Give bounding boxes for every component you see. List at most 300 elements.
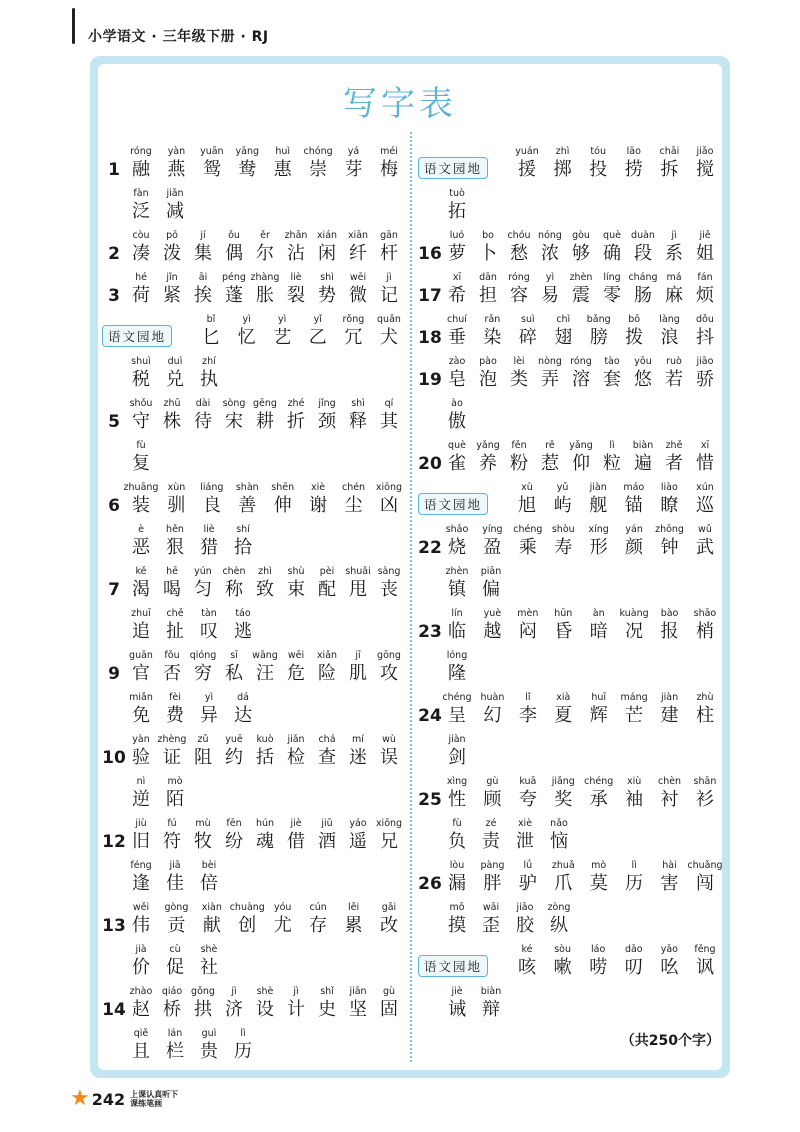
hanzi: 释 <box>349 411 367 432</box>
char-cell <box>281 734 311 770</box>
char-cell <box>442 608 472 644</box>
char-cell <box>194 944 224 980</box>
hanzi: 盈 <box>483 537 502 558</box>
hanzi: 史 <box>318 999 336 1020</box>
char-cell <box>659 356 689 392</box>
lesson-number: 22 <box>418 538 442 558</box>
pinyin: yún <box>194 566 212 577</box>
hanzi: 记 <box>380 285 398 306</box>
hanzi: 括 <box>256 747 274 768</box>
hanzi: 芒 <box>625 705 644 726</box>
char-cell <box>126 944 156 980</box>
hanzi: 驯 <box>167 495 186 516</box>
char-cell <box>628 272 658 308</box>
char-cell <box>157 818 187 854</box>
hanzi: 拆 <box>660 159 679 180</box>
hanzi: 胀 <box>256 285 274 306</box>
pinyin: zhì <box>555 146 570 157</box>
pinyin: chāi <box>659 146 680 157</box>
hanzi: 融 <box>132 159 150 180</box>
char-cell <box>690 524 720 560</box>
pinyin: lǐ <box>525 692 531 703</box>
lesson-number <box>102 978 126 980</box>
char-cell <box>442 230 472 266</box>
char-cell <box>442 902 472 938</box>
pinyin: shǒu <box>129 398 153 409</box>
pinyin: féng <box>130 860 152 871</box>
char-cell <box>619 524 649 560</box>
char-cell <box>161 146 191 182</box>
hanzi: 偏 <box>482 579 500 600</box>
char-list <box>442 986 720 1022</box>
hanzi: 叨 <box>624 957 643 978</box>
char-cell <box>281 650 311 686</box>
pinyin: ǒu <box>228 230 240 241</box>
pinyin: mù <box>195 818 211 829</box>
char-cell <box>194 1028 224 1064</box>
pinyin: dài <box>195 398 211 409</box>
pinyin: mò <box>591 860 607 871</box>
hanzi: 柱 <box>695 705 714 726</box>
hanzi: 吆 <box>660 957 679 978</box>
hanzi: 养 <box>479 453 497 474</box>
hanzi: 辩 <box>482 999 500 1020</box>
pinyin: gǒng <box>191 986 215 997</box>
pinyin: róng <box>570 356 592 367</box>
char-cell <box>160 1028 190 1064</box>
hanzi: 创 <box>238 915 257 936</box>
char-list <box>442 818 720 854</box>
pinyin: huì <box>275 146 291 157</box>
pinyin: què <box>448 440 466 451</box>
hanzi: 瞭 <box>660 495 679 516</box>
char-cell <box>504 356 534 392</box>
pinyin: mō <box>449 902 465 913</box>
lesson-number <box>418 852 442 854</box>
char-cell <box>160 860 190 896</box>
hanzi: 傲 <box>448 411 466 432</box>
char-cell <box>584 524 614 560</box>
pinyin: quǎn <box>377 314 401 325</box>
pinyin: lòu <box>449 860 465 871</box>
pinyin: bō <box>628 314 641 325</box>
pinyin: chóu <box>507 230 531 241</box>
pinyin: hài <box>662 860 677 871</box>
char-cell <box>229 902 265 938</box>
hanzi: 震 <box>572 285 590 306</box>
char-list <box>126 692 404 728</box>
char-cell <box>374 818 404 854</box>
pinyin: zhū <box>163 398 181 409</box>
pinyin: qióng <box>189 650 217 661</box>
pinyin: yíng <box>482 524 503 535</box>
pinyin: yuán <box>515 146 539 157</box>
pinyin: zhàng <box>250 272 280 283</box>
hanzi: 粒 <box>603 453 621 474</box>
hanzi: 误 <box>380 747 398 768</box>
hanzi: 李 <box>518 705 537 726</box>
pinyin: róng <box>508 272 530 283</box>
char-cell <box>476 902 506 938</box>
table-row <box>418 476 720 518</box>
hanzi: 迷 <box>349 747 367 768</box>
pinyin: fèi <box>169 692 181 703</box>
hanzi: 肌 <box>349 663 367 684</box>
pinyin: rǒng <box>342 314 365 325</box>
hanzi: 守 <box>132 411 150 432</box>
table-row <box>418 728 720 770</box>
hanzi: 责 <box>482 831 500 852</box>
pinyin: jiě <box>699 230 711 241</box>
hanzi: 税 <box>132 369 150 390</box>
hanzi: 摸 <box>448 915 466 936</box>
pinyin: jì <box>671 230 677 241</box>
lesson-number: 26 <box>418 874 442 894</box>
char-cell <box>312 566 342 602</box>
char-cell <box>619 860 649 896</box>
pinyin: fēn <box>226 818 242 829</box>
hanzi: 芽 <box>344 159 363 180</box>
pinyin: kě <box>135 566 147 577</box>
pinyin: shì <box>351 398 365 409</box>
pinyin: yì <box>545 272 555 283</box>
char-cell <box>157 398 187 434</box>
pinyin: zòng <box>547 902 571 913</box>
char-cell <box>126 986 156 1022</box>
char-cell <box>690 440 720 476</box>
lesson-number <box>418 768 442 770</box>
pinyin: lín <box>451 608 463 619</box>
pinyin: guì <box>201 1028 217 1039</box>
pinyin: piān <box>480 566 502 577</box>
hanzi: 浓 <box>541 243 559 264</box>
pinyin: ěr <box>260 230 270 241</box>
hanzi: 宋 <box>225 411 243 432</box>
pinyin: yá <box>347 146 360 157</box>
hanzi: 莫 <box>589 873 608 894</box>
pinyin: gù <box>382 986 396 997</box>
char-cell <box>312 272 342 308</box>
pinyin: shàn <box>235 482 259 493</box>
hanzi: 呈 <box>448 705 466 726</box>
hanzi: 喝 <box>163 579 181 600</box>
hanzi: 钟 <box>660 537 679 558</box>
hanzi: 梢 <box>695 621 714 642</box>
pinyin: yǔ <box>556 482 569 493</box>
char-cell <box>126 776 156 812</box>
hanzi: 偶 <box>225 243 243 264</box>
char-cell <box>566 356 596 392</box>
char-cell <box>219 566 249 602</box>
pinyin: còu <box>132 230 150 241</box>
lesson-number <box>102 474 126 476</box>
char-cell <box>281 566 311 602</box>
hanzi: 束 <box>287 579 305 600</box>
char-cell <box>250 650 280 686</box>
table-row <box>102 938 404 980</box>
pinyin: wēi <box>287 650 305 661</box>
hanzi: 官 <box>132 663 150 684</box>
char-cell <box>312 650 342 686</box>
char-cell <box>343 734 373 770</box>
hanzi: 烦 <box>696 285 714 306</box>
char-list <box>442 692 720 728</box>
char-cell <box>619 482 649 518</box>
char-cell <box>343 566 373 602</box>
pinyin: jiǎng <box>551 776 575 787</box>
table-row <box>418 560 720 602</box>
hanzi: 尔 <box>256 243 274 264</box>
hanzi: 复 <box>132 453 150 474</box>
hanzi: 胶 <box>516 915 534 936</box>
hanzi: 负 <box>448 831 466 852</box>
right-column <box>418 140 723 1022</box>
char-cell <box>476 818 506 854</box>
char-cell <box>548 314 578 350</box>
char-cell <box>339 902 369 938</box>
char-cell <box>597 440 627 476</box>
pinyin: fěn <box>511 440 527 451</box>
lesson-number: 13 <box>102 916 126 936</box>
lesson-number: 16 <box>418 244 442 264</box>
pinyin: xìng <box>446 776 468 787</box>
pinyin: jiè <box>290 818 302 829</box>
table-row <box>102 518 404 560</box>
hanzi: 蓬 <box>225 285 243 306</box>
char-cell <box>250 734 280 770</box>
pinyin: duì <box>167 356 183 367</box>
hanzi: 系 <box>665 243 683 264</box>
char-cell <box>655 608 685 644</box>
hanzi: 承 <box>589 789 608 810</box>
hanzi: 溶 <box>572 369 590 390</box>
table-row <box>418 812 720 854</box>
pinyin: dá <box>237 692 249 703</box>
pinyin: yǐ <box>313 314 322 325</box>
section-tag <box>102 325 196 350</box>
table-row <box>102 182 404 224</box>
char-cell <box>303 314 333 350</box>
char-list <box>126 650 404 686</box>
pinyin: shì <box>320 272 334 283</box>
hanzi: 紧 <box>163 285 181 306</box>
pinyin: zhèn <box>445 566 469 577</box>
char-cell <box>654 944 684 980</box>
pinyin: xùn <box>167 482 186 493</box>
lesson-number: 14 <box>102 1000 126 1020</box>
pinyin: kuò <box>256 734 274 745</box>
hanzi: 设 <box>256 999 274 1020</box>
hanzi: 称 <box>225 579 243 600</box>
pinyin: jiāo <box>696 356 714 367</box>
char-cell <box>619 146 649 182</box>
hanzi: 况 <box>625 621 644 642</box>
pinyin: rě <box>545 440 555 451</box>
char-cell <box>160 608 190 644</box>
table-row <box>418 854 723 896</box>
pinyin: jì <box>231 986 237 997</box>
table-row <box>418 980 720 1022</box>
table-row <box>102 392 404 434</box>
hanzi: 贵 <box>200 1041 218 1062</box>
hanzi: 追 <box>132 621 150 642</box>
char-cell <box>196 314 226 350</box>
hanzi: 纵 <box>550 915 568 936</box>
char-cell <box>194 356 224 392</box>
char-cell <box>583 146 613 182</box>
hanzi: 卜 <box>479 243 497 264</box>
hanzi: 形 <box>589 537 608 558</box>
hanzi: 易 <box>541 285 559 306</box>
pinyin: xún <box>696 482 714 493</box>
hanzi: 倍 <box>200 873 218 894</box>
char-cell <box>232 314 262 350</box>
section-tag-label: 语文园地 <box>418 157 488 179</box>
hanzi: 捞 <box>624 159 643 180</box>
lesson-number <box>102 810 126 812</box>
hanzi: 诫 <box>448 999 466 1020</box>
pinyin: máng <box>620 692 648 703</box>
pinyin: zhù <box>696 692 714 703</box>
hanzi: 闲 <box>318 243 336 264</box>
char-list <box>512 944 720 980</box>
hanzi: 燕 <box>167 159 186 180</box>
pinyin: chì <box>556 314 571 325</box>
char-cell <box>374 398 404 434</box>
char-cell <box>161 482 191 518</box>
char-cell <box>250 818 280 854</box>
hanzi: 衬 <box>660 789 679 810</box>
char-cell <box>157 650 187 686</box>
pinyin: dāo <box>624 944 643 955</box>
char-cell <box>659 230 689 266</box>
char-cell <box>219 818 249 854</box>
char-cell <box>583 482 613 518</box>
hanzi: 挨 <box>194 285 212 306</box>
char-cell <box>343 398 373 434</box>
char-list <box>442 314 720 350</box>
char-cell <box>374 566 404 602</box>
hanzi: 旭 <box>518 495 536 516</box>
char-cell <box>126 650 156 686</box>
lesson-number <box>102 558 126 560</box>
pinyin: huàn <box>480 692 505 703</box>
pinyin: mèn <box>517 608 539 619</box>
char-cell <box>513 860 543 896</box>
table-row <box>102 602 404 644</box>
table-row <box>102 266 404 308</box>
char-cell <box>343 650 373 686</box>
hanzi: 沾 <box>287 243 305 264</box>
hanzi: 其 <box>380 411 398 432</box>
table-row <box>102 728 404 770</box>
pinyin: zhuāng <box>123 482 159 493</box>
table-row <box>418 770 720 812</box>
char-cell <box>374 146 404 182</box>
hanzi: 碎 <box>518 327 537 348</box>
char-cell <box>338 314 368 350</box>
pinyin: zhí <box>202 356 216 367</box>
pinyin: tào <box>604 356 620 367</box>
char-cell <box>690 272 720 308</box>
pinyin: yuān <box>200 146 224 157</box>
pinyin: xiù <box>626 776 642 787</box>
pinyin: pèi <box>319 566 335 577</box>
hanzi: 否 <box>163 663 181 684</box>
char-cell <box>188 272 218 308</box>
hanzi: 暗 <box>589 621 608 642</box>
char-cell <box>126 188 156 224</box>
pinyin: sàng <box>377 566 401 577</box>
char-cell <box>126 734 156 770</box>
char-cell <box>597 272 627 308</box>
char-cell <box>232 482 262 518</box>
table-row <box>102 476 404 518</box>
pinyin: shè <box>200 944 218 955</box>
char-cell <box>655 776 685 812</box>
pinyin: xī <box>700 440 710 451</box>
hanzi: 骄 <box>696 369 714 390</box>
char-list <box>126 398 404 434</box>
pinyin: fú <box>167 818 177 829</box>
hanzi: 栏 <box>166 1041 184 1062</box>
pinyin: gān <box>380 230 398 241</box>
page-title: 写字表 <box>343 84 457 124</box>
char-cell <box>374 272 404 308</box>
pinyin: zhào <box>129 986 153 997</box>
pinyin: chuǎng <box>687 860 723 871</box>
lesson-number: 2 <box>108 244 120 264</box>
char-cell <box>442 692 472 728</box>
hanzi: 够 <box>572 243 590 264</box>
pinyin: jiù <box>135 818 147 829</box>
char-cell <box>126 398 156 434</box>
hanzi: 弄 <box>541 369 559 390</box>
pinyin: yì <box>242 314 251 325</box>
char-list <box>126 566 404 602</box>
char-list <box>126 1028 404 1064</box>
char-cell <box>619 608 649 644</box>
char-cell <box>544 902 574 938</box>
hanzi: 裂 <box>287 285 305 306</box>
char-cell <box>504 230 534 266</box>
char-cell <box>268 482 298 518</box>
hanzi: 烧 <box>448 537 466 558</box>
pinyin: láo <box>591 944 606 955</box>
pinyin: luó <box>449 230 465 241</box>
hanzi: 段 <box>634 243 652 264</box>
pinyin: yì <box>278 314 287 325</box>
pinyin: kuàng <box>619 608 649 619</box>
pinyin: bǎng <box>586 314 611 325</box>
char-cell <box>126 818 156 854</box>
char-cell <box>566 230 596 266</box>
pinyin: chéng <box>442 692 472 703</box>
char-cell <box>219 398 249 434</box>
char-cell <box>374 230 404 266</box>
char-cell <box>619 944 649 980</box>
char-cell <box>619 314 649 350</box>
hanzi: 历 <box>625 873 644 894</box>
char-list <box>442 860 723 896</box>
left-column <box>102 140 404 1064</box>
char-cell <box>267 314 297 350</box>
lesson-number: 10 <box>102 748 126 768</box>
char-cell <box>197 146 227 182</box>
hanzi: 投 <box>589 159 608 180</box>
hanzi: 善 <box>238 495 257 516</box>
char-cell <box>548 524 578 560</box>
